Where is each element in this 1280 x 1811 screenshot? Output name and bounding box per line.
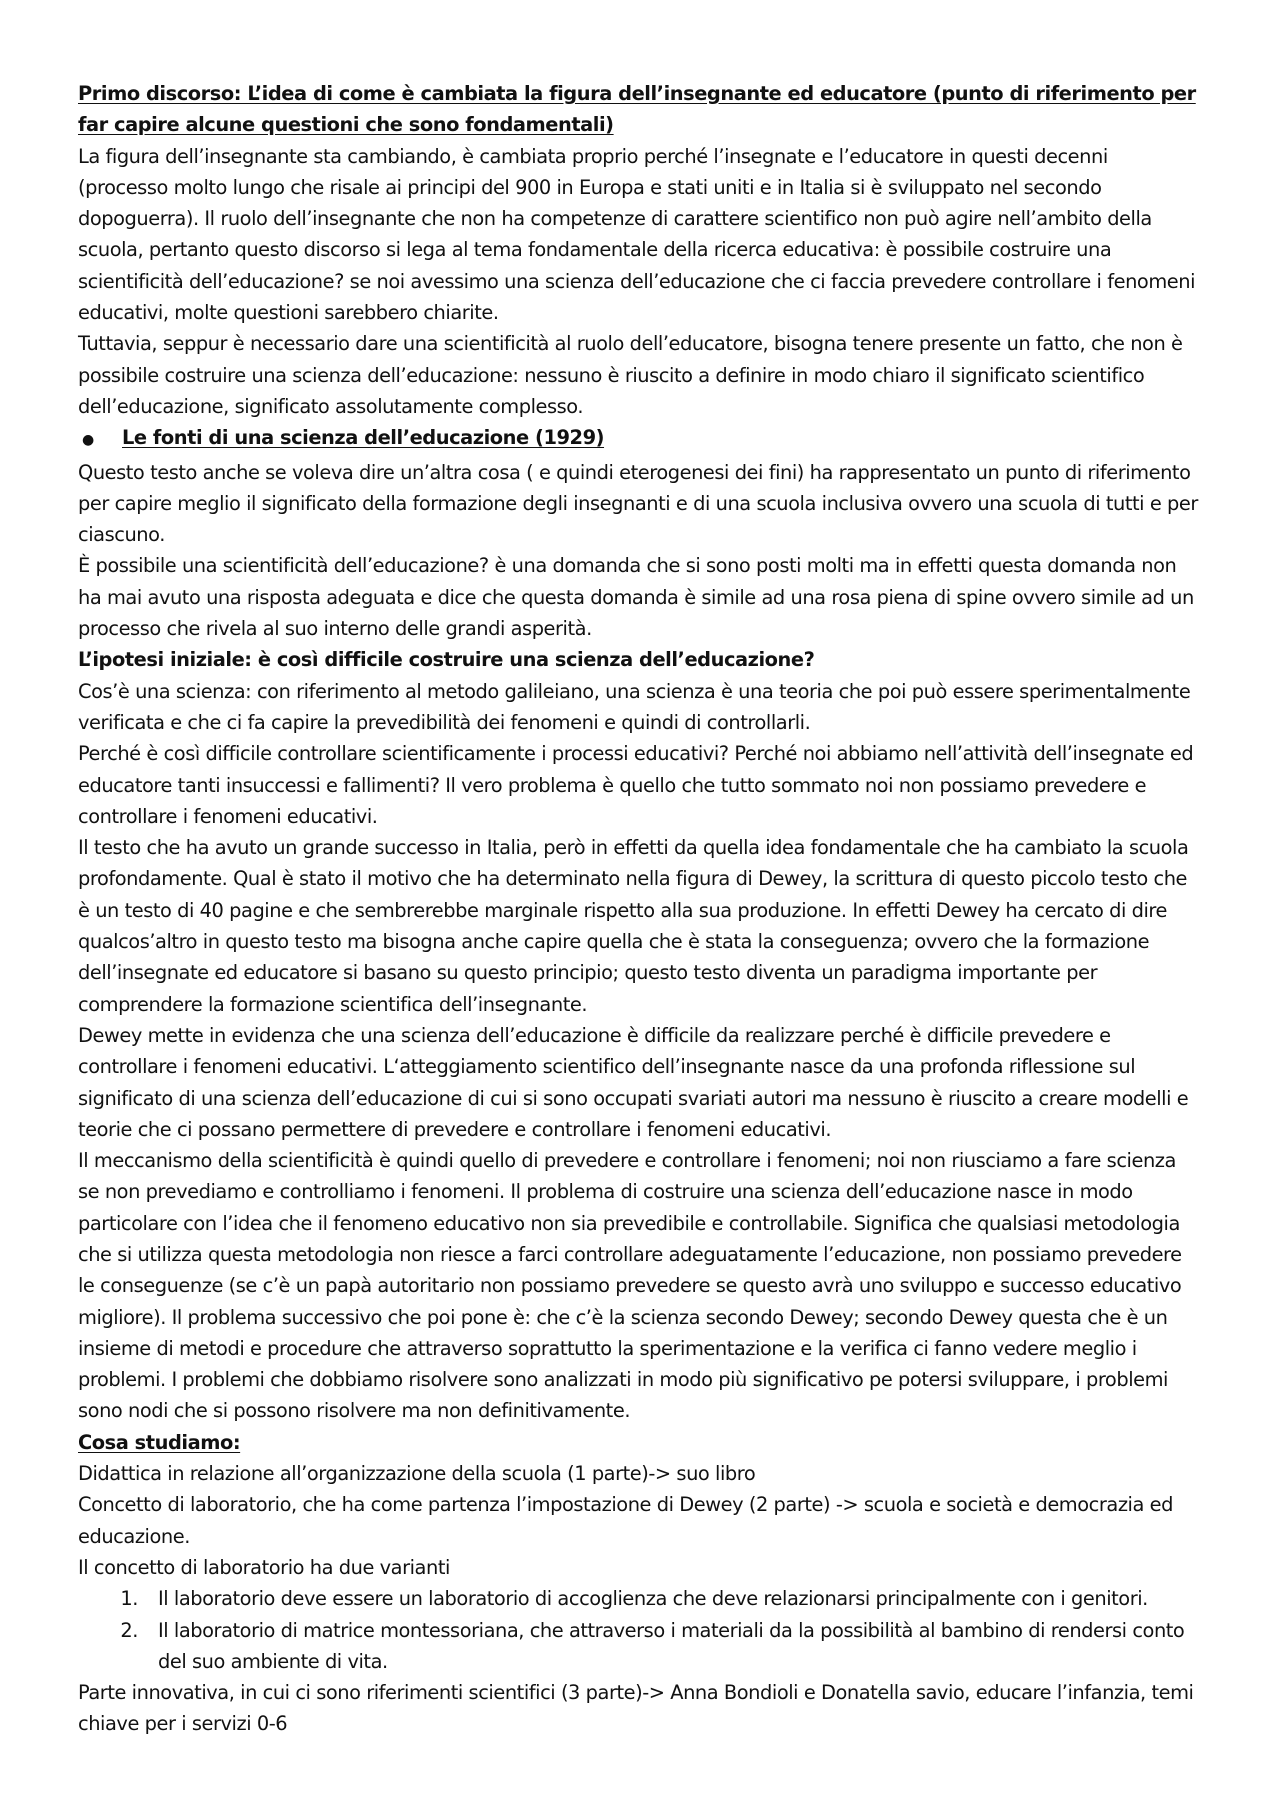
text-line: Concetto di laboratorio, che ha come partenza l’impostazione di Dewey (2 parte) -> scuola e società e democrazia ed educazione.: [78, 1493, 1173, 1548]
section-heading-primo-discorso: Primo discorso: L’idea di come è cambiata la figura dell’insegnante ed educatore (punto di riferimento per far capire alcune questioni che sono fondamentali): [78, 82, 1196, 137]
list-item-text: Il laboratorio deve essere un laboratorio di accoglienza che deve relazionarsi principalmente con i genitori.: [158, 1587, 1148, 1611]
bullet-heading: Le fonti di una scienza dell’educazione (1929): [122, 426, 605, 450]
list-number: 2.: [120, 1618, 138, 1642]
paragraph: È possibile una scientificità dell’educazione? è una domanda che si sono posti molti ma in effetti questa domanda non ha mai avuto una risposta adeguata e dice che questa domanda è simile ad una rosa piena di spine ovvero simile ad un processo che rivela al suo interno delle grandi asperità.: [78, 554, 1194, 641]
paragraph: Dewey mette in evidenza che una scienza dell’educazione è difficile da realizzare perché è difficile prevedere e controllare i fenomeni educativi. L‘atteggiamento scientifico dell’insegnante nasce da una profonda riflessione sul significato di una scienza dell’educazione di cui si sono occupati svariati autori ma nessuno è riuscito a creare modelli e teorie che ci possano permettere di prevedere e controllare i fenomeni educativi.: [78, 1023, 1189, 1141]
list-number: 1.: [120, 1587, 138, 1611]
list-item: [78, 1583, 1200, 1614]
paragraph: Cos’è una scienza: con riferimento al metodo galileiano, una scienza è una teoria che poi può essere sperimentalmente verificata e che ci fa capire la prevedibilità dei fenomeni e quindi di controllarli.: [78, 679, 1191, 734]
text-line: Didattica in relazione all’organizzazione della scuola (1 parte)-> suo libro: [78, 1462, 756, 1486]
bullet-icon: ●: [82, 432, 94, 449]
list-item: [78, 1615, 1200, 1678]
paragraph: Tuttavia, seppur è necessario dare una scientificità al ruolo dell’educatore, bisogna tenere presente un fatto, che non è possibile costruire una scienza dell’educazione: nessuno è riuscito a definire in modo chiaro il significato scientifico dell’educazione, significato assolutamente complesso.: [78, 332, 1183, 418]
list-item-text: Il laboratorio di matrice montessoriana, che attraverso i materiali da la possibilità al bambino di rendersi conto del suo ambiente di vita.: [158, 1618, 1185, 1673]
paragraph: Il testo che ha avuto un grande successo in Italia, però in effetti da quella idea fondamentale che ha cambiato la scuola profondamente. Qual è stato il motivo che ha determinato nella figura di Dewey, la scrittura di questo piccolo testo che è un testo di 40 pagine e che sembrerebbe marginale rispetto alla sua produzione. In effetti Dewey ha cercato di dire qualcos’altro in questo testo ma bisogna anche capire quella che è stata la conseguenza; ovvero che la formazione dell’insegnate ed educatore si basano su questo principio; questo testo diventa un paradigma importante per comprendere la formazione scientifica dell’insegnante.: [78, 836, 1189, 1016]
section-heading-cosa-studiamo: Cosa studiamo:: [78, 1430, 241, 1454]
paragraph: Il meccanismo della scientificità è quindi quello di prevedere e controllare i fenomeni; noi non riusciamo a fare scienza se non prevediamo e controlliamo i fenomeni. Il problema di costruire una scienza dell’educazione nasce in modo particolare con l’idea che il fenomeno educativo non sia prevedibile e controllabile. Significa che qualsiasi metodologia che si utilizza questa metodologia non riesce a farci controllare adeguatamente l’educazione, non possiamo prevedere le conseguenze (se c’è un papà autoritario non possiamo prevedere se questo avrà uno sviluppo e successo educativo migliore). Il problema successivo che poi pone è: che c’è la scienza secondo Dewey; secondo Dewey questa che è un insieme di metodi e procedure che attraverso soprattutto la sperimentazione e la verifica ci fanno vedere meglio i problemi. I problemi che dobbiamo risolvere sono analizzati in modo più significativo pe potersi sviluppare, i problemi sono nodi che si possono risolvere ma non definitivamente.: [78, 1149, 1182, 1423]
paragraph: Perché è così difficile controllare scientificamente i processi educativi? Perché noi abbiamo nell’attività dell’insegnate ed educatore tanti insuccessi e fallimenti? Il vero problema è quello che tutto sommato noi non possiamo prevedere e controllare i fenomeni educativi.: [78, 742, 1194, 828]
bullet-item: [78, 422, 1200, 456]
text-line: Parte innovativa, in cui ci sono riferimenti scientifici (3 parte)-> Anna Bondioli e Donatella savio, educare l’infanzia, temi chiave per i servizi 0-6: [78, 1681, 1194, 1736]
text-line: Il concetto di laboratorio ha due varianti: [78, 1555, 450, 1579]
numbered-list: [78, 1583, 1200, 1677]
paragraph: Questo testo anche se voleva dire un’altra cosa ( e quindi eterogenesi dei fini) ha rappresentato un punto di riferimento per capire meglio il significato della formazione degli insegnanti e di una scuola inclusiva ovvero una scuola di tutti e per ciascuno.: [78, 460, 1198, 547]
section-heading-ipotesi: L’ipotesi iniziale: è così difficile costruire una scienza dell’educazione?: [78, 648, 815, 672]
paragraph: La figura dell’insegnante sta cambiando, è cambiata proprio perché l’insegnate e l’educatore in questi decenni (processo molto lungo che risale ai principi del 900 in Europa e stati uniti e in Italia si è sviluppato nel secondo dopoguerra). Il ruolo dell’insegnante che non ha competenze di carattere scientifico non può agire nell’ambito della scuola, pertanto questo discorso si lega al tema fondamentale della ricerca educativa: è possibile costruire una scientificità dell’educazione? se noi avessimo una scienza dell’educazione che ci faccia prevedere controllare i fenomeni educativi, molte questioni sarebbero chiarite.: [78, 144, 1196, 325]
